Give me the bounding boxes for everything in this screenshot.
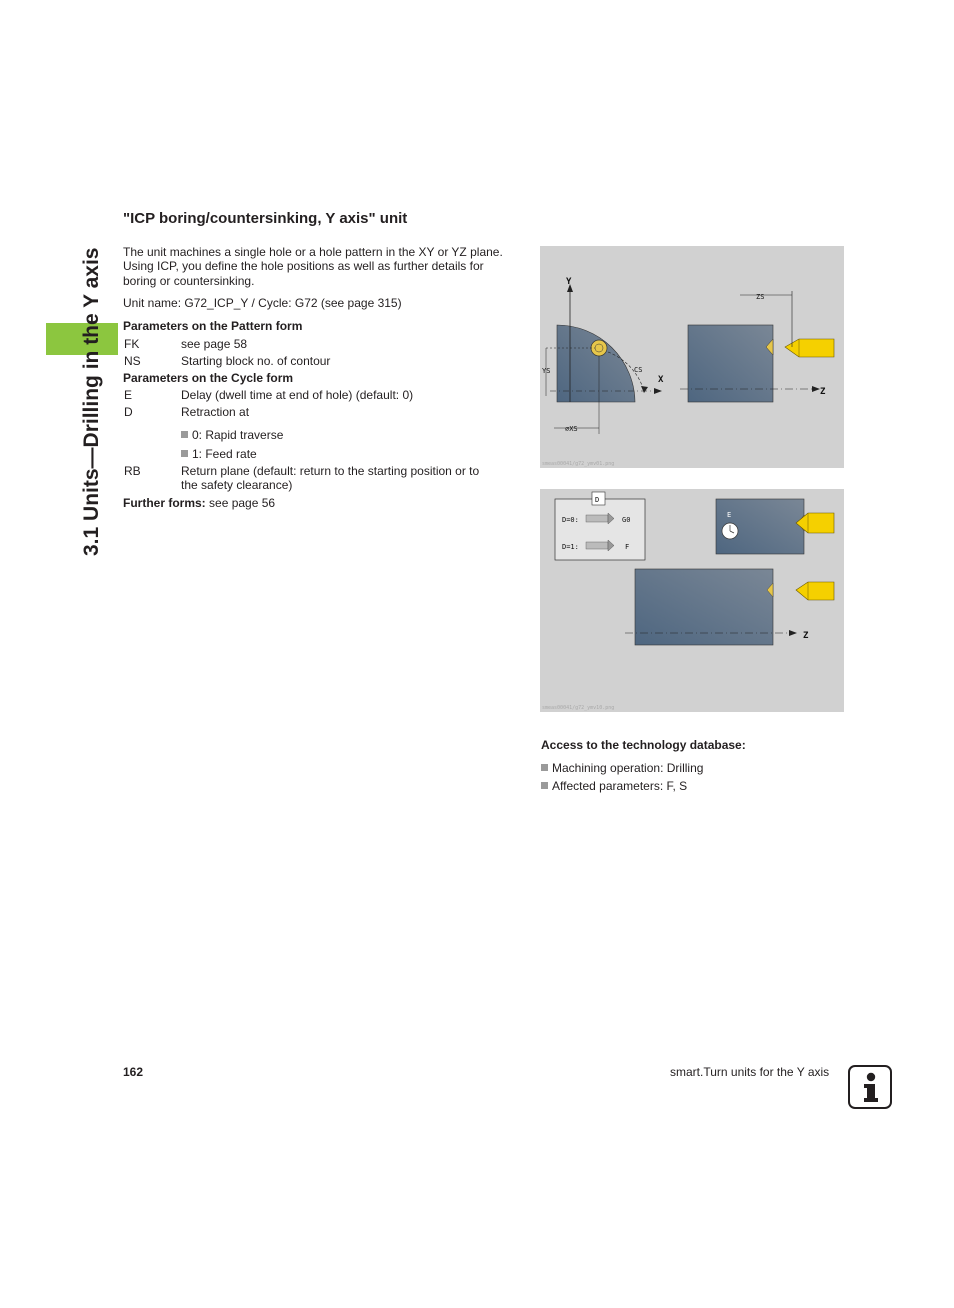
fig2-label-g0: G0 <box>622 516 631 524</box>
bullet-icon <box>181 431 188 438</box>
param-desc-rb-2: the safety clearance) <box>181 478 293 492</box>
fig1-label-y: Y <box>566 277 572 287</box>
fig1-label-xs: ⌀XS <box>565 425 578 433</box>
list-item: 0: Rapid traverse <box>181 428 283 443</box>
bullet-icon <box>541 782 548 789</box>
page-number: 162 <box>123 1065 144 1079</box>
fig2-label-d: D <box>595 496 600 504</box>
further-forms: Further forms: see page 56 <box>123 496 276 510</box>
fig2-label-e: E <box>727 511 732 519</box>
info-icon <box>848 1065 892 1109</box>
unit-name: Unit name: G72_ICP_Y / Cycle: G72 (see page 315) <box>123 296 402 310</box>
fig2-label-z: Z <box>803 631 809 641</box>
param-key-fk: FK <box>124 337 140 351</box>
figure-pattern-diagram <box>540 246 844 468</box>
param-desc-ns: Starting block no. of contour <box>181 354 331 368</box>
fig1-label-x: X <box>658 375 664 385</box>
pattern-form-title: Parameters on the Pattern form <box>123 319 303 333</box>
fig1-label-cs: CS <box>634 366 643 374</box>
param-desc-e: Delay (dwell time at end of hole) (default: 0) <box>181 388 414 402</box>
figure-cycle-diagram <box>540 489 844 712</box>
param-key-e: E <box>124 388 133 402</box>
fig1-caption: smeas00041/g72_ymv01.png <box>542 461 615 467</box>
fig1-label-ys: YS <box>542 367 551 375</box>
list-item: Machining operation: Drilling <box>541 761 703 775</box>
bullet-icon <box>541 764 548 771</box>
fig1-label-zs: ZS <box>756 293 765 301</box>
section-heading: "ICP boring/countersinking, Y axis" unit <box>123 210 408 227</box>
param-desc-fk: see page 58 <box>181 337 248 351</box>
param-key-d: D <box>124 405 133 419</box>
list-item: Affected parameters: F, S <box>541 779 687 793</box>
intro-line-3: boring or countersinking. <box>123 274 255 288</box>
list-item: 1: Feed rate <box>181 447 257 462</box>
fig2-label-d1: D=1: <box>562 543 579 551</box>
tech-db-title: Access to the technology database: <box>541 738 746 752</box>
fig2-label-f: F <box>625 543 630 551</box>
intro-line-1: The unit machines a single hole or a hole pattern in the XY or YZ plane. <box>123 245 503 259</box>
bullet-icon <box>181 450 188 457</box>
footer-chapter: smart.Turn units for the Y axis <box>670 1065 830 1079</box>
param-desc-d: Retraction at <box>181 405 250 419</box>
param-key-rb: RB <box>124 464 141 478</box>
intro-line-2: Using ICP, you define the hole positions as well as further details for <box>123 259 484 273</box>
chapter-side-title: 3.1 Units—Drilling in the Y axis <box>80 247 103 556</box>
cycle-form-title: Parameters on the Cycle form <box>123 371 294 385</box>
param-desc-rb-1: Return plane (default: return to the starting position or to <box>181 464 480 478</box>
fig2-label-d0: D=0: <box>562 516 579 524</box>
param-key-ns: NS <box>124 354 141 368</box>
fig1-label-z: Z <box>820 387 826 397</box>
fig2-caption: smeas00041/g72_ymv10.png <box>542 705 615 711</box>
